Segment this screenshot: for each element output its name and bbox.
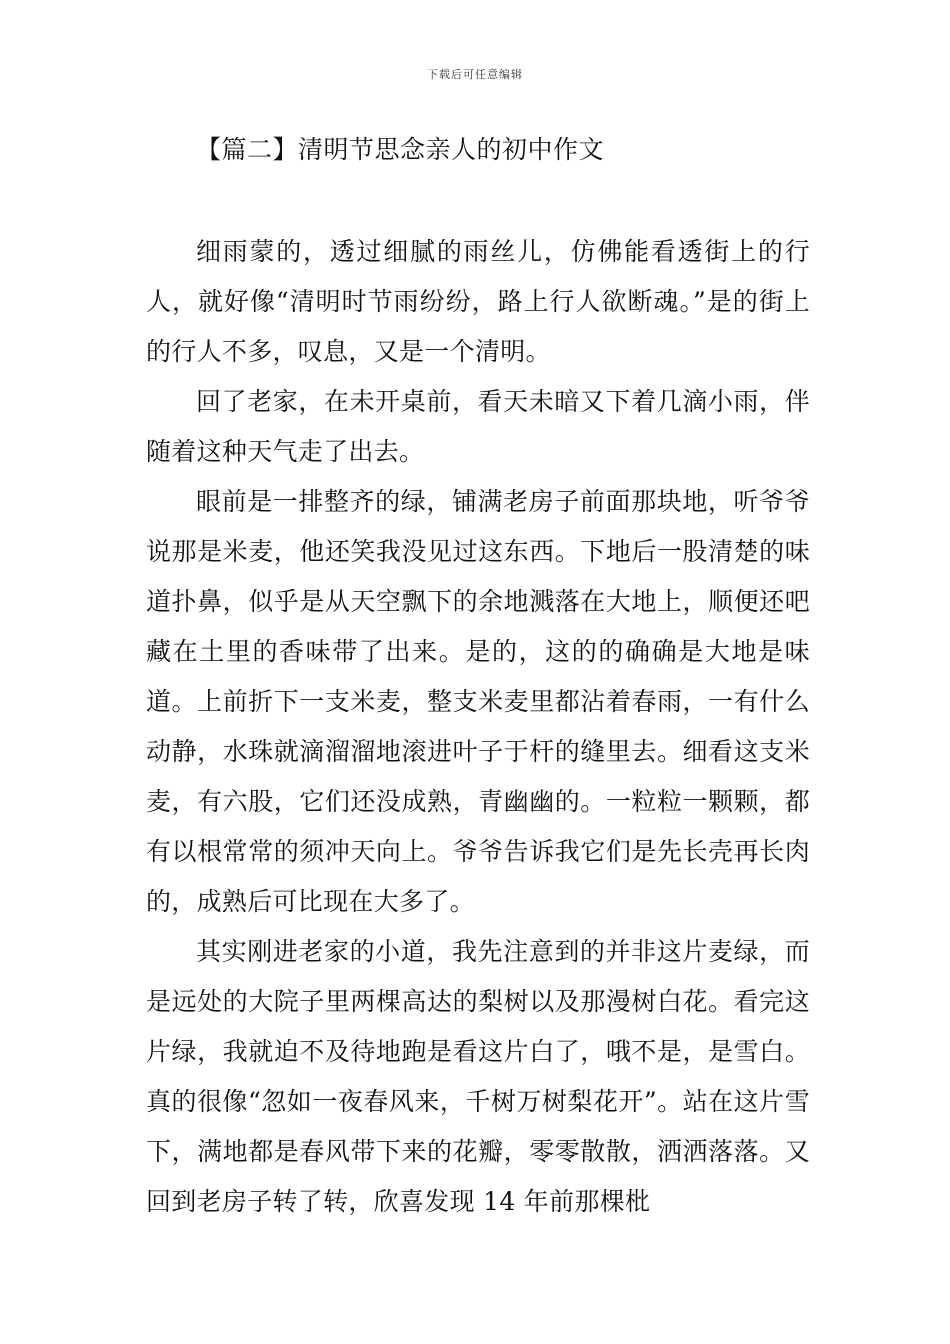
paragraph-1: 细雨蒙的，透过细腻的雨丝儿，仿佛能看透街上的行人，就好像“清明时节雨纷纷，路上行人欲断魂。”是的街上的行人不多，叹息，又是一个清明。	[146, 237, 810, 366]
paragraph-2: 回了老家，在未开桌前，看天未暗又下着几滴小雨，伴随着这种天气走了出去。	[146, 387, 810, 466]
paragraph-3: 眼前是一排整齐的绿，铺满老房子前面那块地，听爷爷说那是米麦，他还笑我没见过这东西。下地后一股清楚的味道扑鼻，似乎是从天空飘下的余地溅落在大地上，顺便还吧藏在土里的香味带了出来。是的，这的的确确是大地是味道。上前折下一支米麦，整支米麦里都沾着春雨，一有什么动静，水珠就滴溜溜地滚进叶子于杆的缝里去。细看这支米麦，有六股，它们还没成熟，青幽幽的。一粒粒一颗颗，都有以根常常的须冲天向上。爷爷告诉我它们是先长壳再长肉的，成熟后可比现在大多了。	[146, 487, 810, 916]
paragraph-4: 其实刚进老家的小道，我先注意到的并非这片麦绿，而是远处的大院子里两棵高达的梨树以及那漫树白花。看完这片绿，我就迫不及待地跑是看这片白了，哦不是，是雪白。真的很像“忽如一夜春风来，千树万树梨花开”。站在这片雪下，满地都是春风带下来的花瓣，零零散散，洒洒落落。又回到老房子转了转，欣喜发现 14 年前那棵枇	[146, 937, 810, 1216]
document-title: 【篇二】清明节思念亲人的初中作文	[196, 135, 605, 164]
header-note: 下载后可任意编辑	[427, 68, 523, 81]
document-body	[146, 227, 810, 1227]
